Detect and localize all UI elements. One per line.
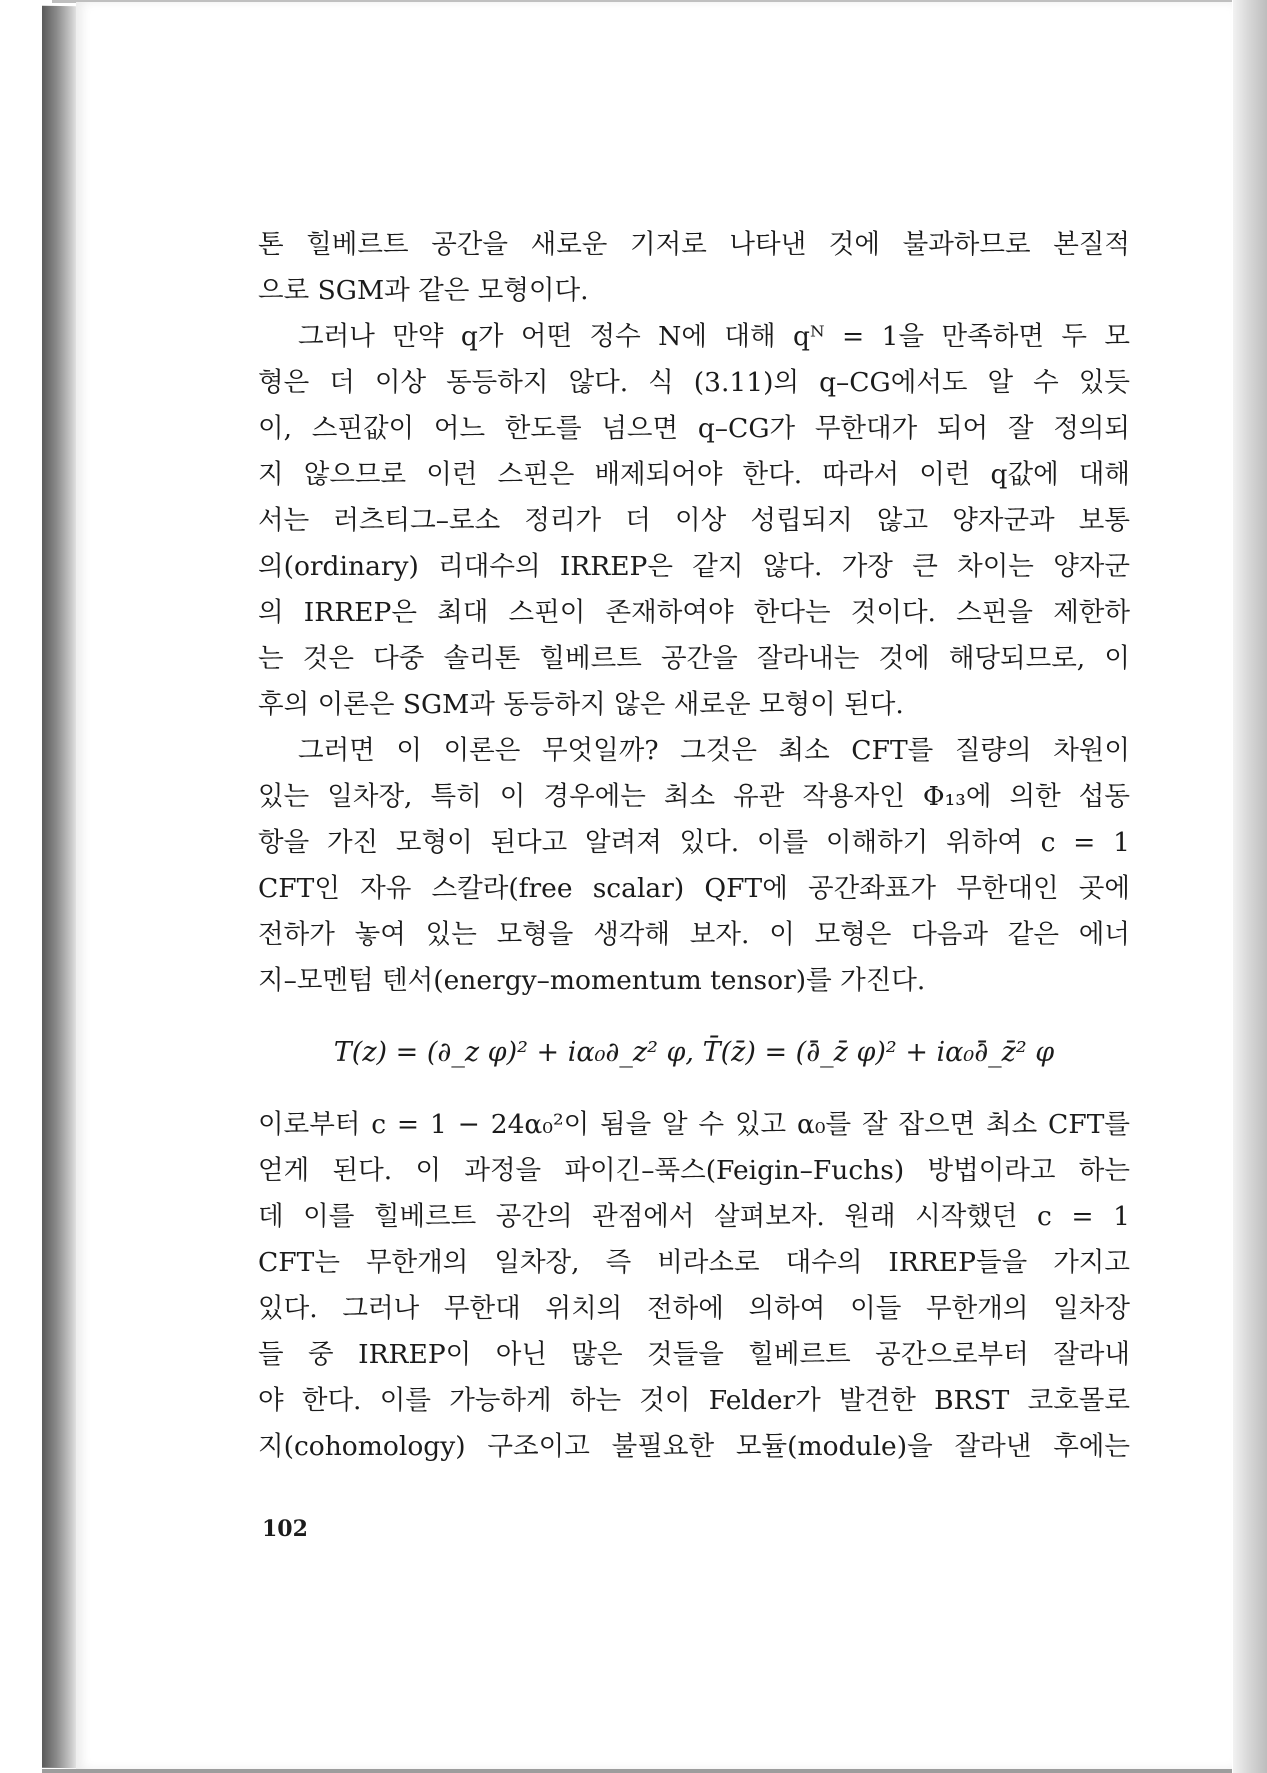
- text-line: 이, 스핀값이 어느 한도를 넘으면 q–CG가 무한대가 되어 잘 정의되: [258, 413, 1130, 444]
- text-line: 야 한다. 이를 가능하게 하는 것이 Felder가 발견한 BRST 코호몰로: [258, 1385, 1130, 1416]
- text-line: 그러나 만약 q가 어떤 정수 N에 대해 qᴺ = 1을 만족하면 두 모: [298, 321, 1130, 352]
- text-line: 서는 러츠티그–로소 정리가 더 이상 성립되지 않고 양자군과 보통: [258, 505, 1130, 536]
- body-text: [258, 222, 1130, 1470]
- text-line: 후의 이론은 SGM과 동등하지 않은 새로운 모형이 된다.: [258, 689, 904, 720]
- equation: T(z) = (∂_z φ)² + iα₀∂_z² φ, T̄(z̄) = (∂̄_z̄ φ)² + iα₀∂̄_z̄² φ: [333, 1037, 1055, 1068]
- text-line: 있다. 그러나 무한대 위치의 전하에 의하여 이들 무한개의 일차장: [258, 1293, 1130, 1324]
- text-line: 이로부터 c = 1 − 24α₀²이 됨을 알 수 있고 α₀를 잘 잡으면 최소 CFT를: [258, 1109, 1130, 1140]
- text-line: 는 것은 다중 솔리톤 힐베르트 공간을 잘라내는 것에 해당되므로, 이: [258, 643, 1130, 674]
- text-line: 데 이를 힐베르트 공간의 관점에서 살펴보자. 원래 시작했던 c = 1: [258, 1201, 1130, 1232]
- text-line: 들 중 IRREP이 아닌 많은 것들을 힐베르트 공간으로부터 잘라내: [258, 1339, 1130, 1370]
- page-shadow: [1233, 0, 1267, 1773]
- text-line: 의(ordinary) 리대수의 IRREP은 같지 않다. 가장 큰 차이는 양자군: [258, 551, 1130, 582]
- text-line: 그러면 이 이론은 무엇일까? 그것은 최소 CFT를 질량의 차원이: [298, 735, 1130, 766]
- text-line: 전하가 놓여 있는 모형을 생각해 보자. 이 모형은 다음과 같은 에너: [258, 919, 1130, 950]
- text-line: 얻게 된다. 이 과정을 파이긴–푹스(Feigin–Fuchs) 방법이라고 하는: [258, 1155, 1130, 1186]
- text-line: 으로 SGM과 같은 모형이다.: [258, 275, 589, 306]
- page-edge-bottom: [42, 1769, 1232, 1773]
- text-line: 있는 일차장, 특히 이 경우에는 최소 유관 작용자인 Φ₁₃에 의한 섭동: [258, 781, 1130, 812]
- text-line: 지–모멘텀 텐서(energy–momentum tensor)를 가진다.: [258, 965, 926, 996]
- text-line: 톤 힐베르트 공간을 새로운 기저로 나타낸 것에 불과하므로 본질적: [258, 229, 1130, 260]
- text-line: CFT인 자유 스칼라(free scalar) QFT에 공간좌표가 무한대인 곳에: [258, 873, 1130, 904]
- text-line: 의 IRREP은 최대 스핀이 존재하여야 한다는 것이다. 스핀을 제한하: [258, 597, 1130, 628]
- page-number: 102: [262, 1516, 308, 1542]
- text-line: 지 않으므로 이런 스핀은 배제되어야 한다. 따라서 이런 q값에 대해: [258, 459, 1130, 490]
- text-line: 지(cohomology) 구조이고 불필요한 모듈(module)을 잘라낸 후에는: [258, 1431, 1130, 1462]
- text-line: CFT는 무한개의 일차장, 즉 비라소로 대수의 IRREP들을 가지고: [258, 1247, 1130, 1278]
- text-line: 형은 더 이상 동등하지 않다. 식 (3.11)의 q–CG에서도 알 수 있듯: [258, 367, 1130, 398]
- text-line: 항을 가진 모형이 된다고 알려져 있다. 이를 이해하기 위하여 c = 1: [258, 827, 1130, 858]
- book-spine: [42, 6, 78, 1768]
